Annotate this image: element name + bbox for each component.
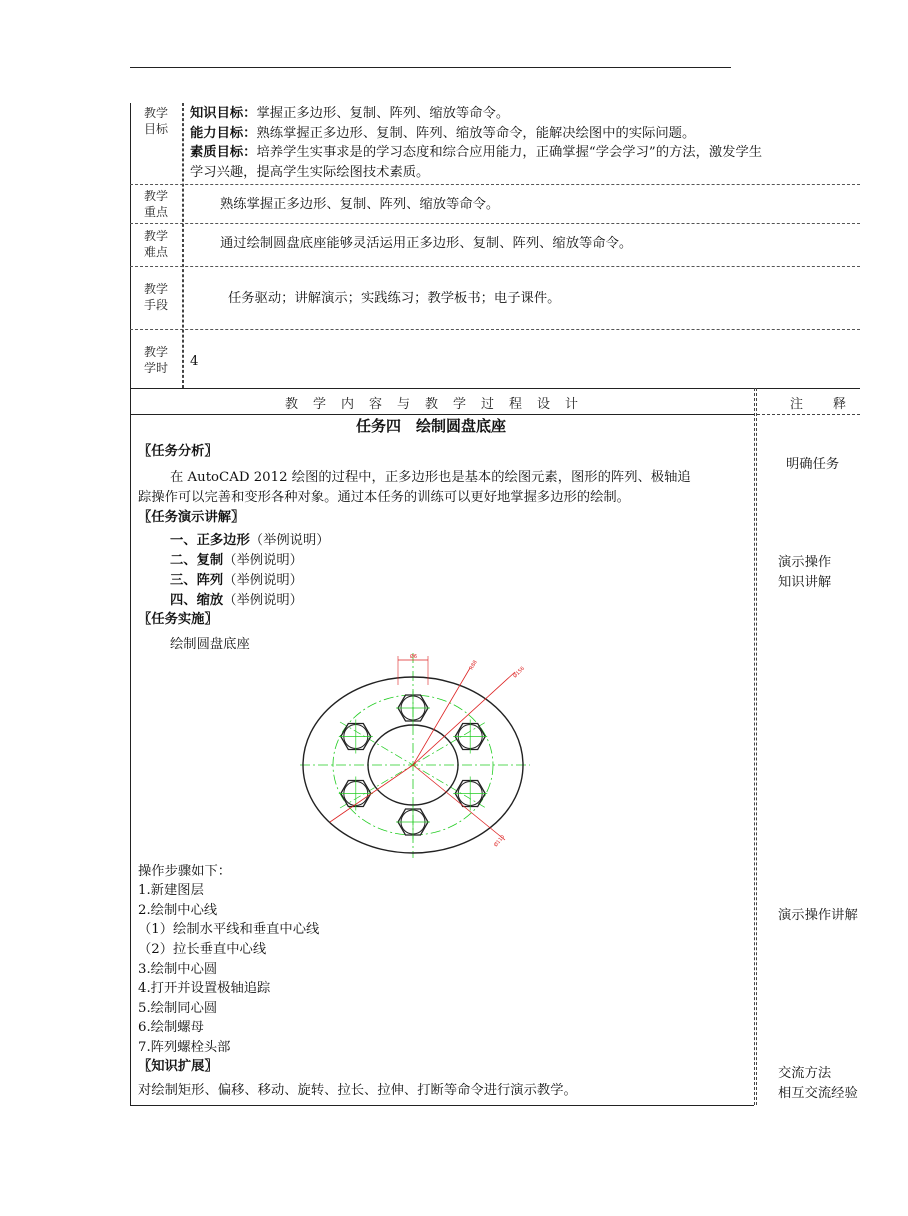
row-divider [130,223,860,224]
base-plate-drawing [300,650,530,860]
demo-item: 二、复制（举例说明） [170,553,303,568]
table-divider-inner [183,103,184,388]
note-clarify-task: 明确任务 [786,457,840,472]
objective-ability: 能力目标：熟练掌握正多边形、复制、阵列、缩放等命令，能解决绘图中的实际问题。 [190,125,696,141]
implement-heading: 〖任务实施〗 [138,612,218,627]
methods-content: 任务驱动；讲解演示；实践练习；教学板书；电子课件。 [228,291,561,306]
step-item: 4.打开并设置极轴追踪 [138,981,271,996]
class-hours-value: 4 [190,354,199,369]
note-knowledge-explanation: 知识讲解 [778,575,832,590]
step-item: （1）绘制水平线和垂直中心线 [138,922,320,937]
step-item: 3.绘制中心圆 [138,962,218,977]
task-title: 任务四 绘制圆盘底座 [356,417,507,435]
step-item: 1.新建图层 [138,883,204,898]
dimension-leader [413,672,515,765]
section-header-title: 教学内容与教学过程设计 [285,397,594,412]
page-header-rule [130,67,731,68]
dimension-label: R88 [468,659,479,671]
difficulties-content: 通过绘制圆盘底座能够灵活运用正多边形、复制、阵列、缩放等命令。 [220,236,633,251]
objective-knowledge: 知识目标：掌握正多边形、复制、阵列、缩放等命令。 [190,106,510,121]
label-methods: 教学 手段 [143,282,168,312]
note-demo-operation: 演示操作 [778,555,832,570]
steps-intro: 操作步骤如下： [138,864,232,879]
implement-subtitle: 绘制圆盘底座 [170,637,250,652]
note-exchange-methods: 交流方法 [778,1066,832,1081]
objectives-table [130,103,860,388]
step-item: 6.绘制螺母 [138,1020,204,1035]
label-teaching-objectives: 教学 目标 [143,106,168,136]
step-item: （2）拉长垂直中心线 [138,942,267,957]
key-points-content: 熟练掌握正多边形、复制、阵列、缩放等命令。 [220,197,500,212]
objectives-content [190,104,870,182]
table-border-left [130,388,131,1105]
row-divider [130,184,860,185]
notes-divider-inner [756,388,757,1105]
analysis-paragraph-line1: 在 AutoCAD 2012 绘图的过程中，正多边形也是基本的绘图元素，图形的阵列、极轴追 [170,470,691,485]
analysis-heading: 〖任务分析〗 [138,444,218,459]
demo-item: 一、正多边形（举例说明） [170,533,330,548]
notes-divider [754,388,755,1105]
dimension-label: Ø156 [512,665,526,680]
table-border-bottom [130,1105,754,1106]
note-share-experience: 相互交流经验 [778,1086,858,1101]
section-header-notes: 注释 [790,397,877,412]
row-divider [130,266,860,267]
objective-quality-cont: 学习兴趣，提高学生实际绘图技术素质。 [190,164,430,180]
objective-quality: 素质目标：培养学生实事求是的学习态度和综合应用能力，正确掌握“学会学习”的方法，激发学生 [190,145,763,160]
header-divider [130,414,754,415]
extension-heading: 〖知识扩展〗 [138,1059,218,1074]
row-divider [130,329,860,330]
dimension-label: Ø110 [492,834,507,849]
demo-item: 三、阵列（举例说明） [170,573,303,588]
demo-item: 四、缩放（举例说明） [170,593,303,608]
analysis-paragraph-line2: 踪操作可以完善和变形各种对象。通过本任务的训练可以更好地掌握多边形的绘制。 [138,490,630,505]
step-item: 7.阵列螺栓头部 [138,1040,231,1055]
note-demo-explanation: 演示操作讲解 [778,908,858,923]
table-border-top [130,388,860,389]
label-difficulties: 教学 难点 [143,229,168,259]
extension-text: 对绘制矩形、偏移、移动、旋转、拉长、拉伸、打断等命令进行演示教学。 [138,1083,577,1098]
header-divider-notes [757,414,860,415]
step-item: 5.绘制同心圆 [138,1001,218,1016]
demo-heading: 〖任务演示讲解〗 [138,510,245,525]
label-key-points: 教学 重点 [143,189,168,219]
label-class-hours: 教学 学时 [143,345,168,375]
dimension-lines [330,653,526,848]
dimension-label: Ø6 [410,654,418,660]
step-item: 2.绘制中心线 [138,903,218,918]
